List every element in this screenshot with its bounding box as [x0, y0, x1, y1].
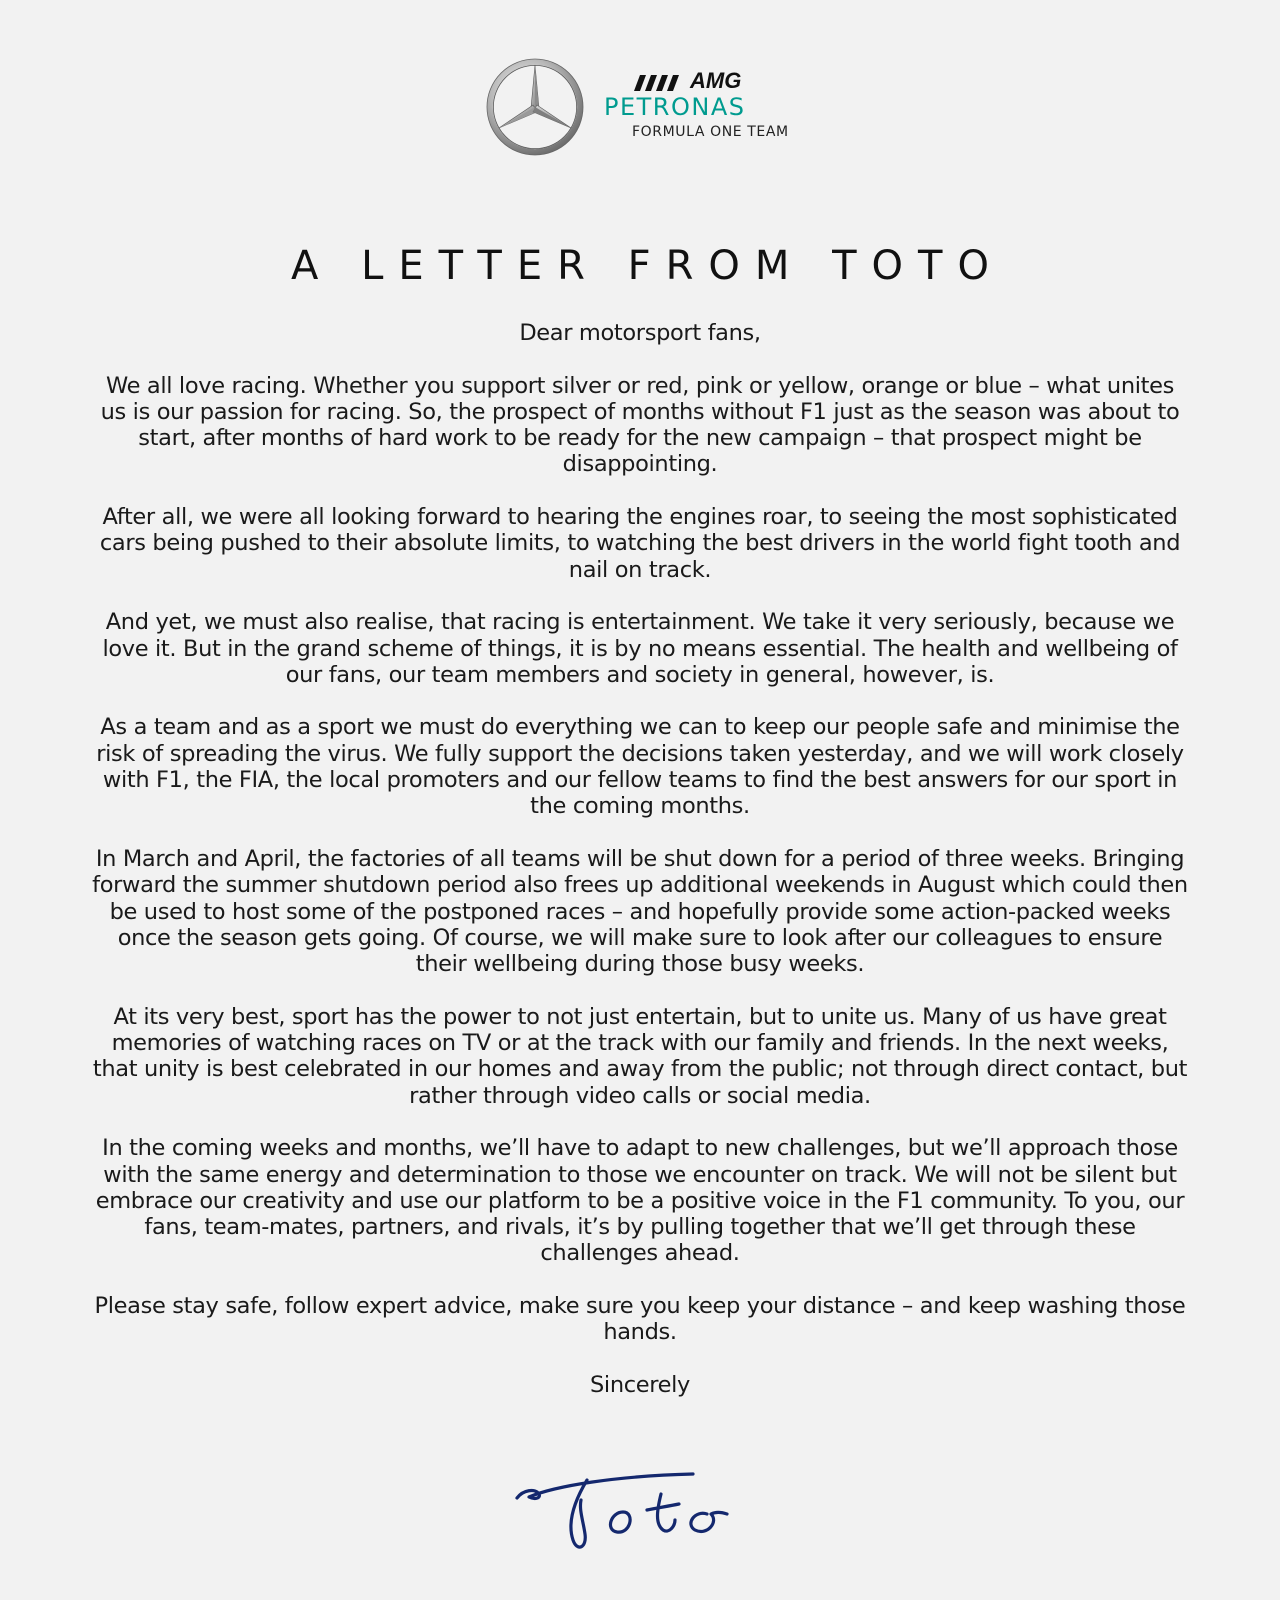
letter-body: [90, 320, 1190, 1424]
letter-paragraph: In the coming weeks and months, we’ll have to adapt to new challenges, but we’ll approach those with the same energy and determination to those we encounter on track. We will not be silent but embrace our creativity and use our platform to be a positive voice in the F1 community. To you, our fans, team-mates, partners, and rivals, it’s by pulling together that we’ll get through these challenges ahead.: [95, 1135, 1185, 1267]
letter-paragraph: In March and April, the factories of all teams will be shut down for a period of three weeks. Bringing forward the summer shutdown period also frees up additional weekends in August which could then be used to host some of the postponed races – and hopefully provide some action-packed weeks once the season gets going. Of course, we will make sure to look after our colleagues to ensure their wellbeing during those busy weeks.: [92, 845, 1188, 978]
letter-paragraph: Please stay safe, follow expert advice, make sure you keep your distance – and keep washing those hands.: [94, 1292, 1186, 1346]
team-logo: [486, 58, 796, 158]
letter-paragraph: And yet, we must also realise, that racing is entertainment. We take it very seriously, because we love it. But in the grand scheme of things, it is by no means essential. The health and wellbeing of our fans, our team members and society in general, however, is.: [102, 609, 1178, 688]
letter-paragraph: At its very best, sport has the power to not just entertain, but to unite us. Many of us have great memories of watching races on TV or at the track with our family and friends. In the next weeks, that unity is best celebrated in our homes and away from the public; not through direct contact, but rather through video calls or social media.: [92, 1003, 1188, 1109]
team-name: FORMULA ONE TEAM: [632, 124, 789, 140]
page-title: A LETTER FROM TOTO: [291, 242, 1004, 289]
letter-paragraph: As a team and as a sport we must do everything we can to keep our people safe and minimise the risk of spreading the virus. We fully support the decisions taken yesterday, and we will work closely with F1, the FIA, the local promoters and our fellow teams to find the best answers for our sport in the coming months.: [96, 714, 1184, 820]
amg-mark: [634, 68, 796, 93]
petronas-wordmark: PETRONAS: [604, 93, 746, 121]
signature: [515, 1460, 735, 1560]
letter-paragraph: We all love racing. Whether you support silver or red, pink or yellow, orange or blue – what unites us is our passion for racing. So, the prospect of months without F1 just as the season was about to start, after months of hard work to be ready for the new campaign – that prospect might be disappointing.: [100, 372, 1180, 478]
amg-stripes-icon: [634, 75, 694, 91]
letter-paragraph: After all, we were all looking forward to hearing the engines roar, to seeing the most sophisticated cars being pushed to their absolute limits, to watching the best drivers in the world fight tooth and nail on track.: [99, 504, 1181, 583]
letter-closing: Sincerely: [589, 1371, 691, 1398]
letter-greeting: Dear motorsport fans,: [519, 320, 761, 346]
amg-wordmark: AMG: [690, 68, 742, 93]
mercedes-star-icon: [486, 58, 584, 156]
